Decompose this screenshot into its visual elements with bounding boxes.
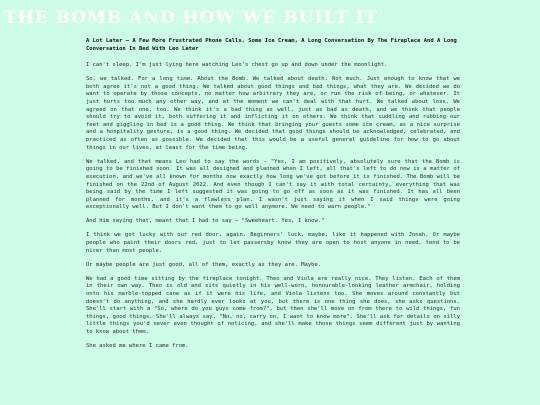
post-paragraph: So, we talked. For a long time. About the Bomb. We talked about death. Not much. Just enough to know that we both agree it's not a good thing. We talked about good things and bad things, what they are. We decided we do want to operate by those concepts, no matter how arbitrary they are, or run the risk of being, or whatever. It just hurts too much any other way, and at the moment we can't deal with that hurt. We talked about loss. We agreed on that one, too. We think it's a bad thing as well, just as bad as death, and we think that people should try to avoid it, both suffering it and inflicting it on others. We think that cuddling and rubbing our feet and giggling in bed is a good thing. We think that bringing your guests some ice cream, as a nice surprise and a hospitality gesture, is a good thing. We decided that good things should be acknowledged, celebrated, and practiced as often as possible. We decided that this would be a useful general guideline for how to go about things in our lives, at least for the time being.	[86, 76, 460, 151]
post-paragraph: We talked, and that means Leo had to say the words – "Yes, I am positively, absolutely sure that the Bomb is going to be finished soon. It was all designed and planned when I left, all that's left to do now is a matter of execution, and we've all known for months now exactly how long we've got before it is finished. The Bomb will be finished on the 22nd of August 2022. And even though I can't say it with total certainty, everything that was being said by the time I left suggested it was going to go off as soon as it was finished. It has all been planned for months, and it's a flawless plan. I wasn't just saying it when I said things were going exceptionally well. But I don't want them to go well anymore. We need to warn people."	[86, 158, 460, 211]
post-paragraph: I can't sleep. I'm just lying here watching Leo's chest go up and down under the moonlight.	[86, 62, 388, 69]
blog-post	[86, 38, 460, 357]
post-paragraph: And him saying that, meant that I had to say – "Sweeheart. Yes, I know."	[86, 218, 325, 225]
post-paragraph: We had a good time sitting by the fireplace tonight. Theo and Viola are really nice. They listen. Each of them in their own way. Theo is old and sits quietly in his well-worn, honourable-looking leather armchair, holding onto his marble-topped cane as if it were his life, and Viola listens too. She moves around constantly but doesn't do anything, and she hardly ever looks at you, but there is one thing she does, she asks questions. She'll start with a "So, where do you guys come from?", but then she'll move on from there to wild things, fun things, good things. She'll always say, "No, no, carry on, I want to know more". She'll ask for details on silly little things you'd never even thought of noticing, and she'll make those things seem different just by wanting to know about them.	[86, 275, 460, 335]
post-body	[86, 62, 460, 351]
post-paragraph: Or maybe people are just good, all of them, exactly as they are. Maybe.	[86, 261, 322, 268]
post-paragraph: I think we got lucky with our red door, again. Beginners' luck, maybe, like it happened with Jonah. Or maybe people who paint their doors red, just to let passersby know they are open to host anyone in need, tend to be nicer than most people.	[86, 232, 460, 254]
post-title: A Lot Later – A Few More Frustrated Phone Calls, Some Ice Cream, A Long Conversation By The Fireplace And A Long Conversation In Bed With Leo Later	[86, 38, 457, 52]
post-paragraph: She asked me where I came from.	[86, 343, 189, 350]
site-title[interactable]: THE BOMB AND HOW WE BUILT IT	[4, 8, 379, 28]
